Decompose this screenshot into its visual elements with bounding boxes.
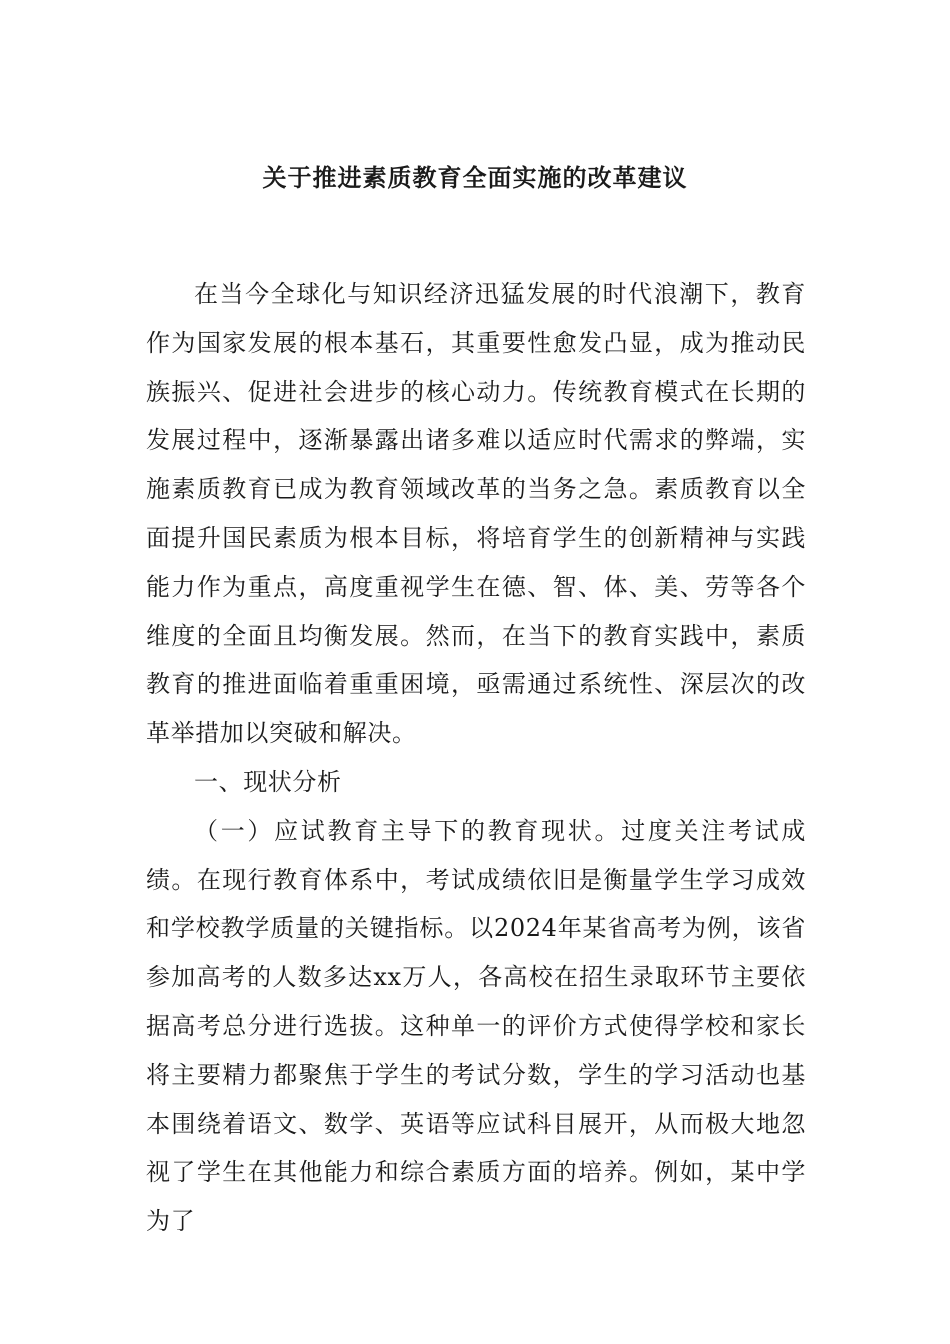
document-body <box>146 270 806 1246</box>
section-heading: 一、现状分析 <box>194 767 342 796</box>
subsection-paragraph: （一）应试教育主导下的教育现状。过度关注考试成绩。在现行教育体系中，考试成绩依旧是衡量学生学习成效和学校教学质量的关键指标。以2024年某省高考为例，该省参加高考的人数多达xx万人，各高校在招生录取环节主要依据高考总分进行选拔。这种单一的评价方式使得学校和家长将主要精力都聚焦于学生的考试分数，学生的学习活动也基本围绕着语文、数学、英语等应试科目展开，从而极大地忽视了学生在其他能力和综合素质方面的培养。例如，某中学为了 <box>146 816 806 1236</box>
document-title: 关于推进素质教育全面实施的改革建议 <box>262 163 688 192</box>
intro-paragraph: 在当今全球化与知识经济迅猛发展的时代浪潮下，教育作为国家发展的根本基石，其重要性愈发凸显，成为推动民族振兴、促进社会进步的核心动力。传统教育模式在长期的发展过程中，逐渐暴露出诸多难以适应时代需求的弊端，实施素质教育已成为教育领域改革的当务之急。素质教育以全面提升国民素质为根本目标，将培育学生的创新精神与实践能力作为重点，高度重视学生在德、智、体、美、劳等各个维度的全面且均衡发展。然而，在当下的教育实践中，素质教育的推进面临着重重困境，亟需通过系统性、深层次的改革举措加以突破和解决。 <box>146 280 806 748</box>
